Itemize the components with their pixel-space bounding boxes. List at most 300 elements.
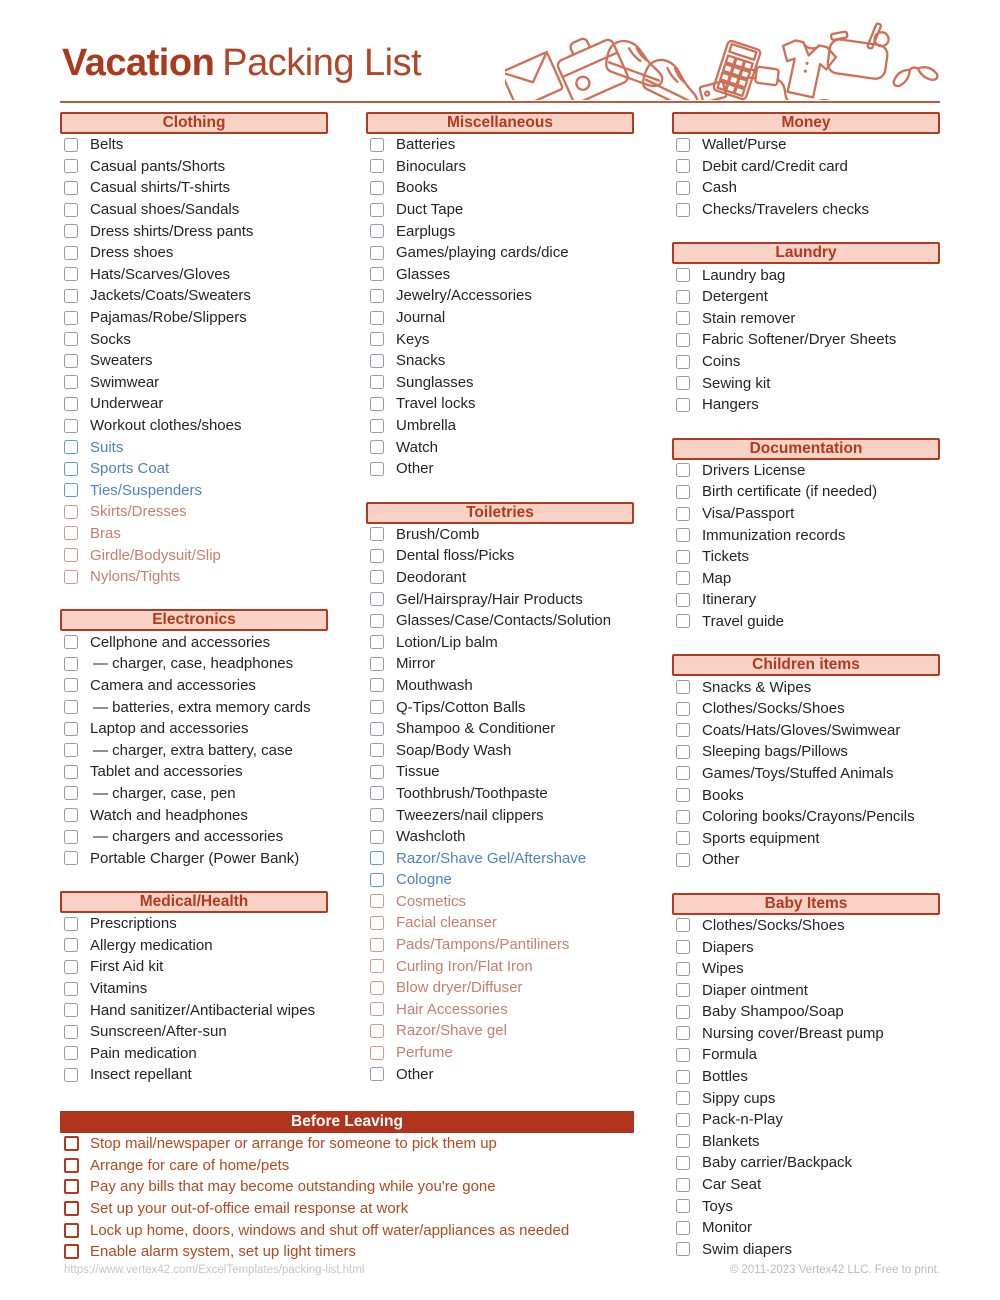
item-label: Jackets/Coats/Sweaters <box>90 287 251 305</box>
checkbox-pain-medication[interactable] <box>64 1046 78 1060</box>
checkbox-stop-mail-newspaper-or-arrange-for-someone-to-pick-them-up[interactable] <box>64 1136 79 1151</box>
item-label: Portable Charger (Power Bank) <box>90 849 300 867</box>
checklist-item <box>60 956 328 978</box>
item-label: Hats/Scarves/Gloves <box>90 265 231 283</box>
checkbox-allergy-medication[interactable] <box>64 938 78 952</box>
item-label: — chargers and accessories <box>93 828 284 846</box>
checkbox-set-up-your-out-of-office-email-response-at-work[interactable] <box>64 1201 79 1216</box>
travel-doodles-decoration <box>505 8 940 100</box>
checkbox-arrange-for-care-of-home-pets[interactable] <box>64 1158 79 1173</box>
checkbox-visa-passport[interactable] <box>676 507 690 521</box>
item-label: Duct Tape <box>396 201 464 219</box>
checklist-item <box>672 546 940 568</box>
checklist-item <box>672 827 940 849</box>
checklist-item <box>366 739 634 761</box>
item-label: Q-Tips/Cotton Balls <box>396 698 526 716</box>
checkbox-tweezers-nail-clippers[interactable] <box>370 808 384 822</box>
checkbox-casual-shoes-sandals[interactable] <box>64 203 78 217</box>
checklist-item <box>366 718 634 740</box>
item-label: Pajamas/Robe/Slippers <box>90 309 247 327</box>
checkbox-tissue[interactable] <box>370 765 384 779</box>
checkbox-soap-body-wash[interactable] <box>370 743 384 757</box>
checkbox-suits[interactable] <box>64 440 78 454</box>
checkbox-cologne[interactable] <box>370 873 384 887</box>
checkbox-cash[interactable] <box>676 181 690 195</box>
item-label: Monitor <box>702 1219 753 1237</box>
checklist-item <box>672 849 940 871</box>
checkbox-clothes-socks-shoes[interactable] <box>676 918 690 932</box>
checkbox-socks[interactable] <box>64 332 78 346</box>
checklist-item <box>60 1133 634 1155</box>
checkbox-debit-card-credit-card[interactable] <box>676 159 690 173</box>
checkbox-duct-tape[interactable] <box>370 203 384 217</box>
checkbox-cosmetics[interactable] <box>370 894 384 908</box>
checklist-item <box>366 372 634 394</box>
checkbox-dress-shirts-dress-pants[interactable] <box>64 224 78 238</box>
item-label: Glasses <box>396 265 451 283</box>
item-label: — charger, case, headphones <box>93 655 294 673</box>
checkbox-baby-shampoo-soap[interactable] <box>676 1005 690 1019</box>
checklist-item <box>60 978 328 1000</box>
checkbox-sunscreen-after-sun[interactable] <box>64 1025 78 1039</box>
item-label: Watch and headphones <box>90 806 248 824</box>
item-label: Insect repellant <box>90 1066 192 1084</box>
section-title-miscellaneous: Miscellaneous <box>366 112 634 134</box>
checkbox-laundry-bag[interactable] <box>676 268 690 282</box>
toiletry-bag-icon <box>826 17 892 80</box>
checklist-item <box>672 1152 940 1174</box>
checkbox-sippy-cups[interactable] <box>676 1091 690 1105</box>
checkbox-earplugs[interactable] <box>370 224 384 238</box>
item-label: Gel/Hairspray/Hair Products <box>396 590 583 608</box>
checklist-item <box>672 1023 940 1045</box>
item-label: Allergy medication <box>90 936 213 954</box>
footer-copyright: © 2011-2023 Vertex42 LLC. Free to print. <box>729 1264 940 1276</box>
item-label: Birth certificate (if needed) <box>702 483 878 501</box>
checklist-item <box>366 1042 634 1064</box>
item-label: Toys <box>702 1197 733 1215</box>
checklist-item <box>366 804 634 826</box>
checkbox-hangers[interactable] <box>676 398 690 412</box>
item-label: Razor/Shave Gel/Aftershave <box>396 849 587 867</box>
checkbox-razor-shave-gel-aftershave[interactable] <box>370 851 384 865</box>
checkbox-other[interactable] <box>370 1067 384 1081</box>
checklist-item <box>672 763 940 785</box>
item-label: Suits <box>90 438 124 456</box>
item-label: Hair Accessories <box>396 1000 508 1018</box>
checkbox-birth-certificate-if-needed[interactable] <box>676 485 690 499</box>
item-label: Detergent <box>702 288 768 306</box>
checkbox-bras[interactable] <box>64 526 78 540</box>
checklist-item <box>672 676 940 698</box>
item-label: Swimwear <box>90 373 160 391</box>
checkbox-girdle-bodysuit-slip[interactable] <box>64 548 78 562</box>
checklist-item <box>366 696 634 718</box>
checklist-item <box>672 1066 940 1088</box>
checkbox-sports-coat[interactable] <box>64 462 78 476</box>
checklist-item <box>672 611 940 633</box>
checkbox-brush-comb[interactable] <box>370 527 384 541</box>
checklist-item <box>672 264 940 286</box>
item-label: Blow dryer/Diffuser <box>396 979 523 997</box>
item-label: Hand sanitizer/Antibacterial wipes <box>90 1001 316 1019</box>
item-label: Other <box>702 851 740 869</box>
checkbox-washcloth[interactable] <box>370 830 384 844</box>
column <box>672 112 940 1282</box>
item-label: Diaper ointment <box>702 981 808 999</box>
checkbox-razor-shave-gel[interactable] <box>370 1024 384 1038</box>
checkbox-ties-suspenders[interactable] <box>64 483 78 497</box>
checkbox-sewing-kit[interactable] <box>676 376 690 390</box>
checkbox-umbrella[interactable] <box>370 419 384 433</box>
checkbox-chargers-and-accessories[interactable] <box>64 830 78 844</box>
checklist-item <box>672 351 940 373</box>
checkbox-lock-up-home-doors-windows-and-shut-off-water-appliances-as-needed[interactable] <box>64 1223 79 1238</box>
checklist-item <box>672 1109 940 1131</box>
suitcase-icon <box>552 28 630 100</box>
checkbox-charger-case-pen[interactable] <box>64 786 78 800</box>
checklist-item <box>672 698 940 720</box>
checklist-item <box>60 1155 634 1177</box>
checkbox-batteries[interactable] <box>370 138 384 152</box>
checkbox-portable-charger-power-bank[interactable] <box>64 851 78 865</box>
item-label: Laptop and accessories <box>90 720 249 738</box>
checklist-item <box>366 847 634 869</box>
item-label: Fabric Softener/Dryer Sheets <box>702 331 897 349</box>
item-label: Map <box>702 569 732 587</box>
checkbox-batteries-extra-memory-cards[interactable] <box>64 700 78 714</box>
section-title-money: Money <box>672 112 940 134</box>
checklist-item <box>366 610 634 632</box>
checkbox-casual-pants-shorts[interactable] <box>64 159 78 173</box>
checkbox-toys[interactable] <box>676 1199 690 1213</box>
checkbox-watch-and-headphones[interactable] <box>64 808 78 822</box>
item-label: Nylons/Tights <box>90 568 181 586</box>
checklist-item <box>672 329 940 351</box>
checkbox-books[interactable] <box>370 181 384 195</box>
checklist-item <box>366 285 634 307</box>
checkbox-hand-sanitizer-antibacterial-wipes[interactable] <box>64 1003 78 1017</box>
checklist-item <box>366 264 634 286</box>
item-label: Mouthwash <box>396 676 473 694</box>
checkbox-mouthwash[interactable] <box>370 678 384 692</box>
checkbox-q-tips-cotton-balls[interactable] <box>370 700 384 714</box>
item-label: Razor/Shave gel <box>396 1022 507 1040</box>
checkbox-camera-and-accessories[interactable] <box>64 678 78 692</box>
checkbox-checks-travelers-checks[interactable] <box>676 203 690 217</box>
checkbox-travel-guide[interactable] <box>676 614 690 628</box>
checklist-item <box>60 134 328 156</box>
checkbox-sweaters[interactable] <box>64 354 78 368</box>
item-label: Earplugs <box>396 222 456 240</box>
checklist-item <box>60 501 328 523</box>
checklist-item <box>60 328 328 350</box>
checkbox-nursing-cover-breast-pump[interactable] <box>676 1026 690 1040</box>
page-title <box>62 42 421 85</box>
checkbox-swim-diapers[interactable] <box>676 1242 690 1256</box>
item-label: Keys <box>396 330 430 348</box>
checkbox-dental-floss-picks[interactable] <box>370 549 384 563</box>
checklist-item <box>366 912 634 934</box>
item-label: Soap/Body Wash <box>396 741 512 759</box>
checklist-item <box>672 1174 940 1196</box>
checklist-item <box>672 1087 940 1109</box>
item-label: Batteries <box>396 136 456 154</box>
checkbox-glasses-case-contacts-solution[interactable] <box>370 614 384 628</box>
checkbox-enable-alarm-system-set-up-light-timers[interactable] <box>64 1244 79 1259</box>
checkbox-mirror[interactable] <box>370 657 384 671</box>
checklist-item <box>60 739 328 761</box>
checkbox-hair-accessories[interactable] <box>370 1002 384 1016</box>
item-label: Watch <box>396 438 438 456</box>
checkbox-cellphone-and-accessories[interactable] <box>64 635 78 649</box>
checkbox-wallet-purse[interactable] <box>676 138 690 152</box>
item-label: Laundry bag <box>702 266 786 284</box>
checklist-item <box>60 1043 328 1065</box>
checkbox-binoculars[interactable] <box>370 159 384 173</box>
checkbox-prescriptions[interactable] <box>64 917 78 931</box>
before-leaving-items <box>60 1133 634 1263</box>
section-miscellaneous <box>366 112 634 480</box>
item-label: — charger, case, pen <box>93 784 236 802</box>
checkbox-charger-extra-battery-case[interactable] <box>64 743 78 757</box>
checklist-item <box>672 915 940 937</box>
checkbox-tickets[interactable] <box>676 550 690 564</box>
checkbox-sleeping-bags-pillows[interactable] <box>676 745 690 759</box>
item-label: Jewelry/Accessories <box>396 287 532 305</box>
item-label: Other <box>396 460 434 478</box>
checkbox-stain-remover[interactable] <box>676 311 690 325</box>
checkbox-swimwear[interactable] <box>64 375 78 389</box>
checkbox-travel-locks[interactable] <box>370 397 384 411</box>
item-label: Baby carrier/Backpack <box>702 1154 853 1172</box>
checklist-item <box>366 545 634 567</box>
section-clothing <box>60 112 328 587</box>
checkbox-deodorant[interactable] <box>370 570 384 584</box>
item-label: Pain medication <box>90 1044 197 1062</box>
checklist-item <box>60 718 328 740</box>
checklist-item <box>672 503 940 525</box>
header-divider <box>60 101 940 103</box>
checklist-item <box>366 1063 634 1085</box>
checkbox-nylons-tights[interactable] <box>64 570 78 584</box>
checklist-item <box>672 1044 940 1066</box>
checkbox-baby-carrier-backpack[interactable] <box>676 1156 690 1170</box>
checklist-item <box>60 1021 328 1043</box>
item-label: Perfume <box>396 1044 453 1062</box>
checkbox-detergent[interactable] <box>676 290 690 304</box>
item-label: Socks <box>90 330 131 348</box>
checklist-item <box>672 460 940 482</box>
item-label: Games/Toys/Stuffed Animals <box>702 764 894 782</box>
checkbox-coloring-books-crayons-pencils[interactable] <box>676 810 690 824</box>
item-label: Other <box>396 1065 434 1083</box>
checkbox-wipes[interactable] <box>676 962 690 976</box>
checklist-item <box>60 415 328 437</box>
checklist-item <box>60 826 328 848</box>
checklist-item <box>366 199 634 221</box>
checkbox-jewelry-accessories[interactable] <box>370 289 384 303</box>
checkbox-gel-hairspray-hair-products[interactable] <box>370 592 384 606</box>
item-label: Workout clothes/shoes <box>90 417 242 435</box>
checkbox-diapers[interactable] <box>676 940 690 954</box>
checklist-item <box>366 869 634 891</box>
checklist-item <box>366 567 634 589</box>
checkbox-games-playing-cards-dice[interactable] <box>370 246 384 260</box>
checkbox-pajamas-robe-slippers[interactable] <box>64 311 78 325</box>
checkbox-toothbrush-toothpaste[interactable] <box>370 786 384 800</box>
checkbox-hats-scarves-gloves[interactable] <box>64 267 78 281</box>
item-label: Pay any bills that may become outstanding while you're gone <box>90 1178 496 1196</box>
section-title-toiletries: Toiletries <box>366 502 634 524</box>
checkbox-snacks[interactable] <box>370 354 384 368</box>
checklist-item <box>60 631 328 653</box>
checkbox-monitor[interactable] <box>676 1221 690 1235</box>
checklist-item <box>366 177 634 199</box>
checkbox-journal[interactable] <box>370 311 384 325</box>
checkbox-games-toys-stuffed-animals[interactable] <box>676 766 690 780</box>
checkbox-map[interactable] <box>676 571 690 585</box>
checkbox-vitamins[interactable] <box>64 982 78 996</box>
checklist-item <box>672 372 940 394</box>
item-label: Books <box>396 179 438 197</box>
checkbox-drivers-license[interactable] <box>676 463 690 477</box>
footer-url-link[interactable]: https://www.vertex42.com/ExcelTemplates/packing-list.html <box>64 1264 365 1276</box>
checklist-item <box>672 958 940 980</box>
checkbox-perfume[interactable] <box>370 1046 384 1060</box>
envelope-icon <box>505 52 563 100</box>
columns <box>60 112 940 1282</box>
checklist-item <box>60 999 328 1021</box>
item-label: Sunglasses <box>396 373 474 391</box>
checklist-item <box>366 220 634 242</box>
checkbox-immunization-records[interactable] <box>676 528 690 542</box>
item-label: Shampoo & Conditioner <box>396 720 556 738</box>
checkbox-itinerary[interactable] <box>676 593 690 607</box>
item-label: Dental floss/Picks <box>396 547 515 565</box>
checkbox-pads-tampons-pantiliners[interactable] <box>370 938 384 952</box>
checklist-item <box>366 761 634 783</box>
checklist-item <box>672 199 940 221</box>
section-toiletries <box>366 502 634 1085</box>
checklist-item <box>60 1064 328 1086</box>
item-label: Coins <box>702 353 741 371</box>
item-label: Camera and accessories <box>90 676 256 694</box>
checklist-item <box>60 761 328 783</box>
section-title-medical-health: Medical/Health <box>60 891 328 913</box>
checkbox-snacks-wipes[interactable] <box>676 680 690 694</box>
item-label: Enable alarm system, set up light timers <box>90 1243 356 1261</box>
checkbox-charger-case-headphones[interactable] <box>64 657 78 671</box>
item-label: Wipes <box>702 960 744 978</box>
checkbox-coins[interactable] <box>676 355 690 369</box>
checkbox-books[interactable] <box>676 788 690 802</box>
checkbox-skirts-dresses[interactable] <box>64 505 78 519</box>
checkbox-bottles[interactable] <box>676 1070 690 1084</box>
checklist-item <box>60 480 328 502</box>
checklist-item <box>60 1198 634 1220</box>
checkbox-keys[interactable] <box>370 332 384 346</box>
checkbox-tablet-and-accessories[interactable] <box>64 765 78 779</box>
checkbox-coats-hats-gloves-swimwear[interactable] <box>676 723 690 737</box>
item-label: Casual shirts/T-shirts <box>90 179 231 197</box>
checklist-item <box>366 588 634 610</box>
checklist-item <box>672 806 940 828</box>
checklist-item <box>366 524 634 546</box>
checklist-item <box>672 524 940 546</box>
checkbox-insect-repellant[interactable] <box>64 1068 78 1082</box>
checkbox-shampoo-conditioner[interactable] <box>370 722 384 736</box>
item-label: Sleeping bags/Pillows <box>702 743 848 761</box>
checklist-item <box>366 242 634 264</box>
section-children-items <box>672 654 940 870</box>
checklist-item <box>366 458 634 480</box>
checkbox-first-aid-kit[interactable] <box>64 960 78 974</box>
checkbox-pay-any-bills-that-may-become-outstanding-while-you-re-gone[interactable] <box>64 1179 79 1194</box>
item-label: Sippy cups <box>702 1089 776 1107</box>
checkbox-lotion-lip-balm[interactable] <box>370 635 384 649</box>
checkbox-sunglasses[interactable] <box>370 375 384 389</box>
checklist-item <box>60 199 328 221</box>
checklist-item <box>672 741 940 763</box>
checkbox-workout-clothes-shoes[interactable] <box>64 419 78 433</box>
checkbox-glasses[interactable] <box>370 267 384 281</box>
checkbox-fabric-softener-dryer-sheets[interactable] <box>676 333 690 347</box>
checkbox-sports-equipment[interactable] <box>676 831 690 845</box>
checkbox-watch[interactable] <box>370 440 384 454</box>
checkbox-diaper-ointment[interactable] <box>676 983 690 997</box>
checklist-item <box>60 220 328 242</box>
item-label: Cosmetics <box>396 892 467 910</box>
checkbox-dress-shoes[interactable] <box>64 246 78 260</box>
checkbox-jackets-coats-sweaters[interactable] <box>64 289 78 303</box>
item-label: Swim diapers <box>702 1240 793 1258</box>
before-leaving-section <box>60 1111 634 1263</box>
checklist-item <box>60 566 328 588</box>
section-title-documentation: Documentation <box>672 438 940 460</box>
checkbox-blankets[interactable] <box>676 1134 690 1148</box>
checkbox-car-seat[interactable] <box>676 1178 690 1192</box>
checkbox-clothes-socks-shoes[interactable] <box>676 702 690 716</box>
checkbox-formula[interactable] <box>676 1048 690 1062</box>
item-label: Lock up home, doors, windows and shut off water/appliances as needed <box>90 1221 570 1239</box>
checkbox-curling-iron-flat-iron[interactable] <box>370 959 384 973</box>
checklist-item <box>366 653 634 675</box>
checkbox-blow-dryer-diffuser[interactable] <box>370 981 384 995</box>
checkbox-belts[interactable] <box>64 138 78 152</box>
checkbox-underwear[interactable] <box>64 397 78 411</box>
checklist-item <box>366 415 634 437</box>
item-label: Skirts/Dresses <box>90 503 187 521</box>
item-label: Bras <box>90 524 121 542</box>
checklist-item <box>60 804 328 826</box>
checkbox-other[interactable] <box>370 462 384 476</box>
item-label: Set up your out-of-office email response at work <box>90 1200 409 1218</box>
checklist-item <box>60 675 328 697</box>
item-label: Girdle/Bodysuit/Slip <box>90 546 221 564</box>
checklist-item <box>60 1176 634 1198</box>
checkbox-other[interactable] <box>676 853 690 867</box>
checkbox-pack-n-play[interactable] <box>676 1113 690 1127</box>
checkbox-casual-shirts-t-shirts[interactable] <box>64 181 78 195</box>
checkbox-laptop-and-accessories[interactable] <box>64 722 78 736</box>
item-label: Travel guide <box>702 612 784 630</box>
item-label: — batteries, extra memory cards <box>93 698 311 716</box>
checkbox-facial-cleanser[interactable] <box>370 916 384 930</box>
checklist-item <box>366 934 634 956</box>
checklist-item <box>60 935 328 957</box>
checklist-item <box>60 913 328 935</box>
